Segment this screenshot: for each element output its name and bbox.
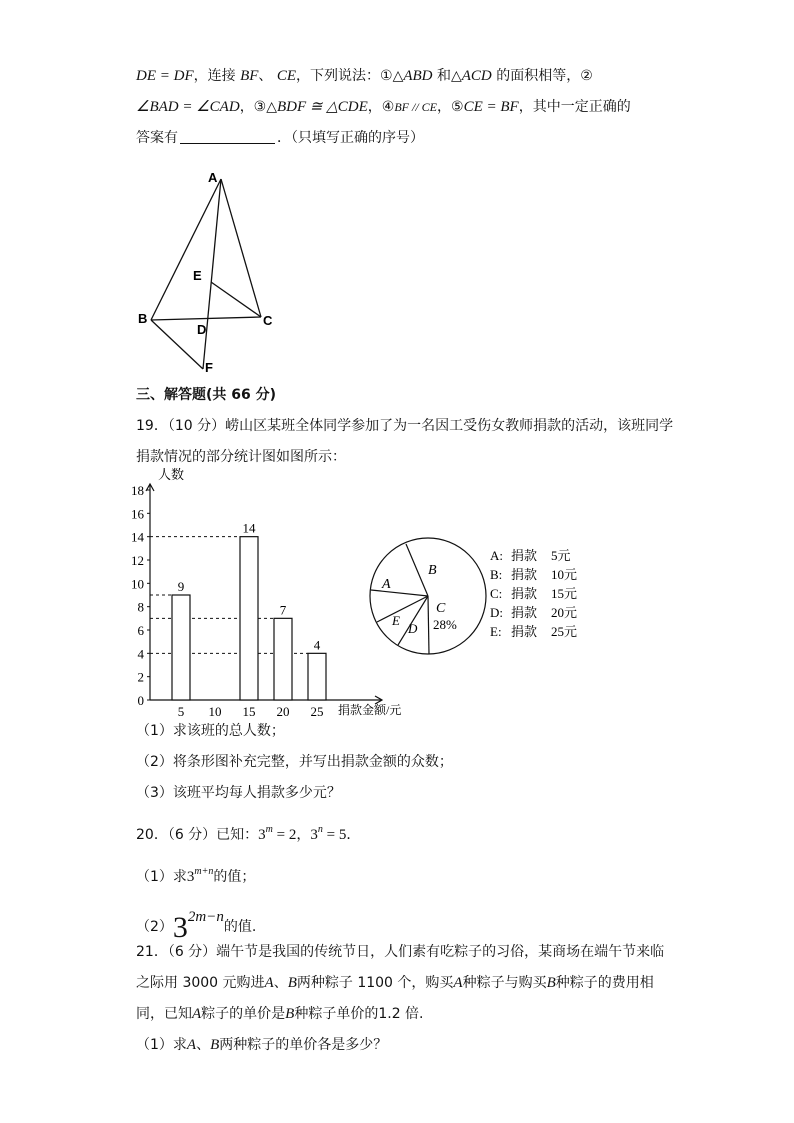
x-tick-label: 10 — [208, 704, 222, 719]
label-c: C — [263, 313, 273, 328]
bar — [240, 537, 258, 700]
legend-name: 捐款 — [511, 567, 538, 582]
bar-value-label: 9 — [177, 579, 185, 594]
x-axis-label: 捐款金额/元 — [338, 703, 402, 717]
y-tick-label: 6 — [137, 623, 144, 638]
legend-key: C: — [490, 586, 503, 601]
pie-label-a: A — [382, 577, 391, 592]
label-a: A — [208, 170, 218, 185]
q21-line1: 21．（6 分）端午节是我国的传统节日，人们素有吃粽子的习俗，某商场在端午节来临 — [136, 944, 665, 960]
bar — [308, 653, 326, 700]
legend-amount: 25元 — [551, 624, 578, 639]
segment-ac — [221, 179, 261, 317]
section-heading: 三、解答题(共 66 分) — [136, 387, 277, 403]
y-tick-label: 4 — [137, 646, 144, 662]
legend-amount: 10元 — [551, 567, 578, 582]
y-tick-label: 2 — [137, 669, 144, 685]
legend-key: E: — [490, 624, 502, 639]
legend-name: 捐款 — [511, 586, 538, 601]
pie-value-c: 28% — [433, 617, 457, 632]
legend-key: B: — [490, 567, 503, 582]
geometry-figure — [130, 160, 290, 380]
segment-ec — [211, 282, 261, 317]
x-tick-label: 25 — [310, 704, 324, 719]
pie-chart — [360, 530, 600, 660]
bar — [172, 595, 190, 700]
legend-key: A: — [490, 548, 503, 563]
y-tick-label: 16 — [131, 506, 144, 522]
pie-divider-3 — [428, 596, 429, 654]
q19-sub1: （1）求该班的总人数； — [136, 723, 285, 739]
bar-value-label: 7 — [279, 602, 287, 618]
q20-sub2: （2）32m−n的值. — [136, 909, 257, 944]
legend-name: 捐款 — [511, 624, 538, 639]
legend-name: 捐款 — [511, 605, 538, 620]
pie-label-d: D — [408, 621, 418, 636]
answer-blank[interactable] — [180, 129, 275, 144]
y-tick-label: 14 — [131, 529, 144, 545]
q18-line1: DE = DF，连接 BF、 CE，下列说法：①△ABD 和△ACD 的面积相等，② — [136, 68, 593, 84]
q18-math-de-df: DE = DF — [136, 68, 194, 84]
y-tick-label: 10 — [131, 576, 144, 592]
x-tick-label: 5 — [177, 704, 185, 719]
y-axis-label: 人数 — [158, 467, 185, 482]
q20-sub1: （1）求$3^{m+n}$的值； — [136, 866, 256, 885]
y-tick-label: 18 — [131, 483, 144, 498]
segment-ab — [151, 179, 221, 320]
q19-sub3: （3）该班平均每人捐款多少元？ — [136, 785, 341, 801]
y-tick-label: 8 — [137, 599, 144, 615]
label-b: B — [138, 311, 148, 326]
x-tick-label: 20 — [276, 704, 290, 719]
q21-sub1: （1）求A、B两种粽子的单价各是多少？ — [136, 1037, 388, 1053]
segment-bc — [151, 317, 261, 320]
bar-value-label: 14 — [242, 520, 256, 536]
label-e: E — [193, 268, 202, 283]
q18-line2: ∠BAD = ∠CAD，③△BDF ≅ △CDE，④BF // CE，⑤CE = BF，其中一定正确的 — [136, 99, 631, 115]
x-tick-label: 15 — [242, 704, 256, 719]
q21-line2: 之际用 3000 元购进A、B两种粽子 1100 个，购买A种粽子与购买B种粽子的费用相 — [136, 975, 654, 991]
q18-line3: 答案有 ．（只填写正确的序号） — [136, 130, 424, 146]
pie-label-c: C — [436, 601, 446, 616]
q19-line2: 捐款情况的部分统计图如图所示： — [136, 449, 346, 465]
segment-bf — [151, 320, 203, 369]
legend-amount: 5元 — [551, 548, 571, 563]
legend-name: 捐款 — [511, 548, 538, 563]
q20-head: 20．（6 分）已知：$3^m = 2$，$3^n = 5$． — [136, 824, 361, 843]
label-f: F — [205, 360, 213, 375]
legend-key: D: — [490, 605, 503, 620]
legend-amount: 15元 — [551, 586, 578, 601]
bar-value-label: 4 — [313, 637, 321, 653]
legend-amount: 20元 — [551, 605, 578, 620]
q21-line3: 同，已知A粽子的单价是B种粽子单价的1.2 倍. — [136, 1006, 424, 1022]
pie-divider-1 — [371, 590, 428, 596]
segment-ad-df — [203, 179, 221, 369]
pie-label-b: B — [428, 563, 437, 578]
pie-label-e: E — [392, 613, 400, 628]
y-tick-label: 0 — [137, 693, 144, 708]
pie-divider-2 — [406, 544, 428, 596]
bar — [274, 618, 292, 700]
q19-line1: 19．（10 分）崂山区某班全体同学参加了为一名因工受伤女教师捐款的活动，该班同学 — [136, 418, 674, 434]
q19-sub2: （2）将条形图补充完整，并写出捐款金额的众数； — [136, 754, 453, 770]
label-d: D — [197, 322, 207, 337]
y-tick-label: 12 — [131, 553, 144, 568]
